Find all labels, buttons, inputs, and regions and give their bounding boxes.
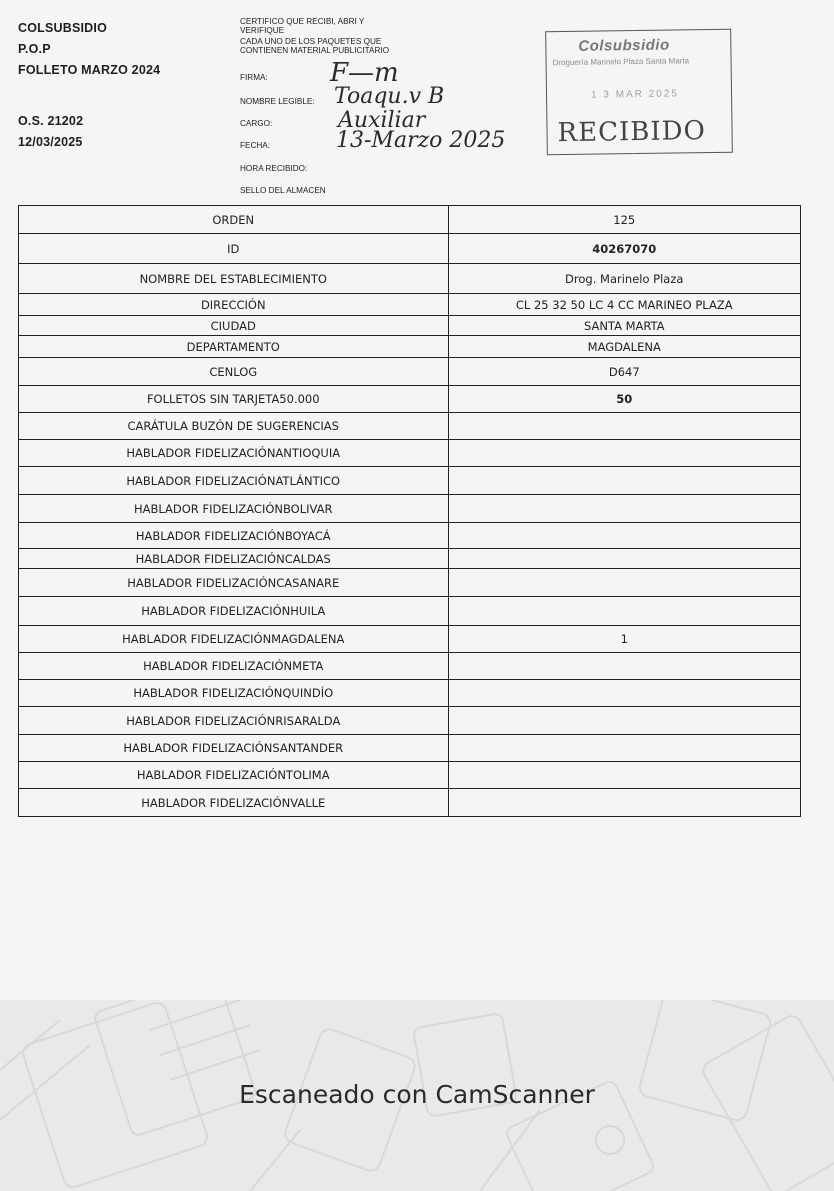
row-value (448, 789, 801, 817)
table-row (19, 495, 801, 523)
row-value: Drog. Marinelo Plaza (448, 264, 801, 294)
row-label: CIUDAD (19, 316, 449, 336)
stamp-received-text: RECIBIDO (557, 116, 707, 149)
fecha-label: FECHA: (240, 141, 271, 150)
row-label: HABLADOR FIDELIZACIÓNCASANARE (19, 569, 449, 597)
sello-label: SELLO DEL ALMACEN (240, 186, 326, 195)
company-name: COLSUBSIDIO (18, 21, 108, 35)
table-row (19, 386, 801, 413)
delivery-table (18, 205, 801, 817)
table-row (19, 206, 801, 234)
row-value (448, 523, 801, 549)
row-label: DIRECCIÓN (19, 294, 449, 316)
hora-label: HORA RECIBIDO: (240, 164, 308, 173)
row-label: HABLADOR FIDELIZACIÓNHUILA (19, 597, 449, 626)
stamp-date: 1 3 MAR 2025 (590, 88, 680, 101)
row-value (448, 569, 801, 597)
row-value: 125 (448, 206, 801, 234)
row-label: HABLADOR FIDELIZACIÓNCALDAS (19, 549, 449, 569)
row-label: HABLADOR FIDELIZACIÓNANTIOQUIA (19, 440, 449, 467)
row-label: HABLADOR FIDELIZACIÓNMAGDALENA (19, 626, 449, 653)
table-row (19, 523, 801, 549)
firma-label: FIRMA: (240, 73, 268, 82)
handwritten-name: Toaqu.v B (334, 84, 445, 109)
table-row (19, 413, 801, 440)
stamp-subtitle: Droguería Marinelo Plaza Santa Marta (552, 56, 690, 68)
row-label: NOMBRE DEL ESTABLECIMIENTO (19, 264, 449, 294)
header-block (18, 18, 160, 153)
row-label: ID (19, 234, 449, 264)
received-stamp (545, 29, 733, 156)
table-row (19, 597, 801, 626)
row-label: HABLADOR FIDELIZACIÓNRISARALDA (19, 707, 449, 735)
table-row (19, 316, 801, 336)
handwritten-cargo: Auxiliar (338, 108, 426, 133)
table-row (19, 234, 801, 264)
row-value (448, 413, 801, 440)
row-value (448, 549, 801, 569)
table-row (19, 264, 801, 294)
table-row (19, 707, 801, 735)
table-row (19, 626, 801, 653)
row-label: CENLOG (19, 358, 449, 386)
handwritten-signature: F—m (330, 58, 399, 88)
row-value (448, 680, 801, 707)
row-value (448, 597, 801, 626)
row-label: HABLADOR FIDELIZACIÓNBOYACÁ (19, 523, 449, 549)
row-value: MAGDALENA (448, 336, 801, 358)
table-row (19, 762, 801, 789)
document-date: 12/03/2025 (18, 135, 83, 149)
table-row (19, 653, 801, 680)
table-row (19, 680, 801, 707)
table-row (19, 294, 801, 316)
row-value (448, 467, 801, 495)
row-label: HABLADOR FIDELIZACIÓNSANTANDER (19, 735, 449, 762)
delivery-table-body (19, 206, 801, 817)
table-row (19, 569, 801, 597)
pop-label: P.O.P (18, 42, 51, 56)
cert-line: CERTIFICO QUE RECIBI, ABRI Y (240, 17, 365, 26)
camscanner-watermark: Escaneado con CamScanner (239, 1080, 595, 1109)
stamp-brand: Colsubsidio (578, 36, 670, 55)
row-label: HABLADOR FIDELIZACIÓNMETA (19, 653, 449, 680)
table-row (19, 735, 801, 762)
cert-line: CADA UNO DE LOS PAQUETES QUE (240, 37, 382, 46)
row-label: HABLADOR FIDELIZACIÓNVALLE (19, 789, 449, 817)
row-value: 40267070 (448, 234, 801, 264)
table-row (19, 358, 801, 386)
table-row (19, 467, 801, 495)
row-label: DEPARTAMENTO (19, 336, 449, 358)
table-row (19, 789, 801, 817)
table-row (19, 336, 801, 358)
cert-line: VERIFIQUE (240, 26, 285, 35)
table-row (19, 440, 801, 467)
row-value: 50 (448, 386, 801, 413)
table-row (19, 549, 801, 569)
cert-line: CONTIENEN MATERIAL PUBLICITARIO (240, 46, 390, 55)
camscanner-footer (0, 1000, 834, 1191)
row-label: CARÁTULA BUZÓN DE SUGERENCIAS (19, 413, 449, 440)
row-value: 1 (448, 626, 801, 653)
row-label: HABLADOR FIDELIZACIÓNQUINDÍO (19, 680, 449, 707)
row-value (448, 762, 801, 789)
row-value: CL 25 32 50 LC 4 CC MARINEO PLAZA (448, 294, 801, 316)
row-value: D647 (448, 358, 801, 386)
row-label: HABLADOR FIDELIZACIÓNATLÁNTICO (19, 467, 449, 495)
row-label: FOLLETOS SIN TARJETA50.000 (19, 386, 449, 413)
row-value: SANTA MARTA (448, 316, 801, 336)
row-value (448, 653, 801, 680)
order-service-number: O.S. 21202 (18, 114, 84, 128)
cargo-label: CARGO: (240, 119, 273, 128)
row-label: ORDEN (19, 206, 449, 234)
row-value (448, 495, 801, 523)
nombre-label: NOMBRE LEGIBLE: (240, 97, 315, 106)
row-label: HABLADOR FIDELIZACIÓNTOLIMA (19, 762, 449, 789)
folleto-title: FOLLETO MARZO 2024 (18, 63, 161, 77)
row-value (448, 735, 801, 762)
row-value (448, 707, 801, 735)
row-value (448, 440, 801, 467)
row-label: HABLADOR FIDELIZACIÓNBOLIVAR (19, 495, 449, 523)
handwritten-fecha: 13-Marzo 2025 (336, 128, 506, 153)
